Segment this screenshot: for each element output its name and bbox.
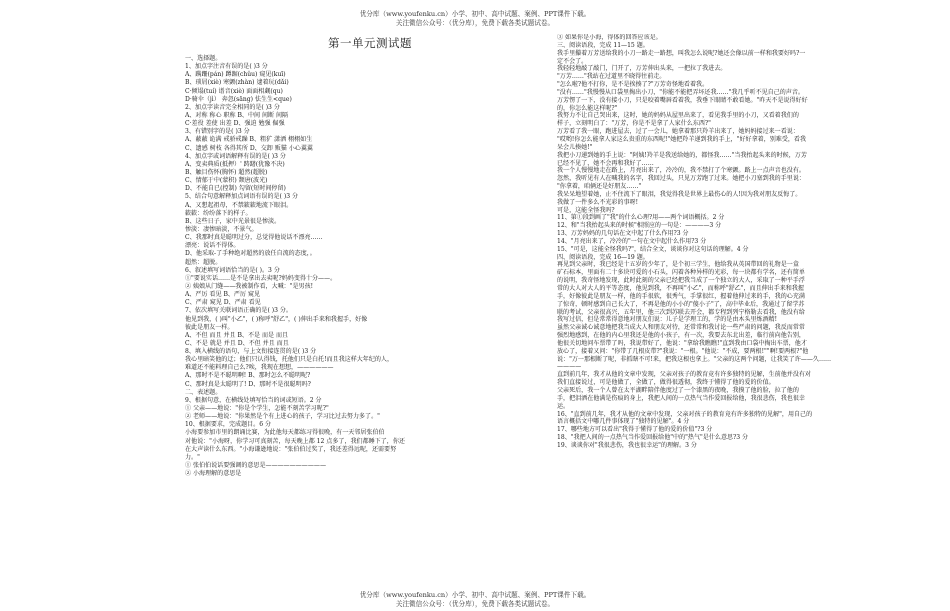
text-line: 惨淡：凄惨暗淡，不景气。 [185, 225, 258, 233]
text-line: 可是，这能全怪我吗? [557, 206, 615, 214]
text-line: "万芳……"我站在过道里不晓得往前走。 [557, 73, 666, 81]
text-line: 彼此是朋友一样。 [185, 323, 234, 331]
text-line: 我一个人慢慢地走在路上，月亮出来了，冷冷的，我不禁打了个寒颤。路上一点声音也没有。 [557, 167, 805, 175]
text-line: 我轻轻地敲了敲门，门开了，万芳伸出头来，一把拉了我进去。 [557, 65, 727, 73]
text-line: D、他采取-了手种绝对超然的放任自流的态度，。 [185, 250, 316, 258]
text-line: 强烈地感到，在他的内心里我还是他的小孩子，有一次，我要去东北出差，临行前向他告别， [557, 332, 805, 340]
text-line: 矿石标本，里面有二十多块可爱的小石头，闪着各种异样的光彩，每一块都有学名，还有简单 [557, 269, 805, 277]
text-line: 11、第①段到画了"我"的什么心理?用——两个词语概括。2 分 [557, 214, 725, 222]
text-line: 13、万芳妈妈的几句话在文中起了什么作用?3 分 [557, 230, 689, 238]
text-line: 1、加点字注音有误的是( )3 分 [185, 63, 268, 71]
text-line: A、对称 称心 职称 B、中间 间断 间隔 [185, 111, 289, 119]
text-line: 二、表述题。 [185, 388, 222, 396]
text-line: 4、加点字或词语解释有误的是( )3 分 [185, 152, 286, 160]
text-line: ② 老师——地说："你果然是个有上进心的孩子，学习比过去努力多了。" [185, 413, 380, 421]
text-line: 6、叙述填写词语恰当的是( )。3 分 [185, 266, 280, 274]
text-line: 19、谈谈你对"我很悲伤，我也很幸运"的理解。3 分 [557, 441, 697, 449]
text-line: 说："万一那根断了呢，非抓瞎不可!来，把我这根也拿上。"父亲的这两个问题，让我笑了许——久…… [557, 355, 832, 363]
text-line: 18、"我把人间的一点热气当作爱回报给他"中的"热气"是什么意思?3 分 [557, 434, 749, 442]
text-line: 手，好像彼此是朋友一样，他的手很软，很秀气，手掌很红，握着他伸过来的手，我的心充满 [557, 292, 805, 300]
text-line: 呆会儿揍她!" [557, 143, 593, 151]
text-line: 对他说："小海呀，你学习可真刻苦，每天晚上都 12 点多了，我们都睡下了，你还 [185, 437, 405, 445]
text-line: 了惊奇，顿时感到自己长大了，不再是他的小小的"傻小子"了，高中毕业后，我通过了留学苏 [557, 300, 805, 308]
text-line: 簌簌：纷纷落下的样子。 [185, 209, 252, 217]
text-line: C、那时真是太聪明了! D、那时不是很聪明吗? [185, 380, 311, 388]
text-line: 16、"直到前几年，我才从他的文章中发现，父亲对孩子的教育竟有许多独特的见解"，用自己的 [557, 410, 813, 418]
footer-line-2: 关注微信公众号：（优分库），免费下载各类试题试卷。 [395, 599, 555, 608]
text-line: 漂亮：说话不得体。 [185, 242, 240, 250]
text-line: B、这些日子，家中光景很是惨淡。 [185, 217, 281, 225]
text-line: 语言概括文中哪几件事体现了"独特的见解"。4 分 [557, 418, 690, 426]
text-line: 手，把泪洒在他满是伤痕的身上，我把人间的一点热气当作爱回报给他，我很悲伤，我也很幸 [557, 394, 805, 402]
text-line: ③ 如果你是小海，得体的回答应该是。 [557, 34, 662, 41]
text-line: 5、结合句意解释加点词语有误的是( )3 分 [185, 193, 299, 201]
page-header [0, 10, 950, 28]
text-line: "你拿着，咱俩还是好朋友……" [557, 183, 642, 191]
text-line: D、不能自已(控制) 勾留(短时间停留) [185, 185, 286, 193]
text-line: 力。" [185, 453, 200, 461]
header-line-2: 关注微信公众号：（优分库），免费下载各类试题试卷。 [395, 18, 555, 27]
text-line: A、蹒跚(pán) 蹲踞(chǔu) 窥见(kuī) [185, 71, 286, 79]
text-line: 15、"可是，这能全怪我吗?"，结合全文，谈谈你对这句话的理解。4 分 [557, 245, 749, 253]
text-line: "怎么啦?他不打你，是不是挨揍了?"万芳奇怪地看着我。 [557, 81, 709, 89]
text-line: 我们直接说过，可是他做了，全做了，做得很透彻，我终于懂得了他的爱的价值。 [557, 379, 775, 387]
text-line: ———— [557, 363, 582, 371]
text-line: 万芳愣了一下，没有接小刀，只是咬着嘴唇看着我，我垂下眼睛不敢看她。"昨天不是说得好好 [557, 96, 808, 104]
text-line: 我努力不让自己哭出来，这时，她的妈妈从屋里出来了，看见我手里的小刀，又看着我们的 [557, 112, 799, 120]
page-title: 第一单元测试题 [328, 36, 412, 50]
text-line: C、严肃 窥见 D、严肃 看见 [185, 299, 261, 307]
text-line: C·倾塌(tuí) 谱音(xiè) 面面相觑(qu) [185, 87, 283, 95]
text-line: 联的考试，父亲很高兴，五年里，他三次到苏联去开会，都专程到列宁格勒去看我，他没有给 [557, 308, 805, 316]
text-line: 我心里暗笑他的迂；他们只认得钱，托他们只是白托!而且我这样大年纪的人， [185, 356, 394, 364]
text-line: 8、填入横线的语句，与上文衔接连贯的是( )3 分 [185, 348, 317, 356]
text-line: 在大声读什么东西。"小海谦逊地说："张伯伯过奖了，我还差得远呢，还需要努 [185, 445, 397, 453]
text-line: 万芳看了我一眼，跑进屋去，过了一会儿，她拿着那只羚羊出来了，她妈妈接过来一看说： [557, 128, 799, 136]
text-line: 定不会了。 [557, 57, 588, 65]
text-line: 父亲死后，我一个人曾在太平湖畔陪伴他度过了一个漆黑的夜晚，我摸了他的脸，拉了他的 [557, 386, 799, 394]
text-line: ② 小海理解的意思是 [185, 470, 242, 478]
text-line: 他见到我，( )叫"小乙"，( )称呼"舒乙"，( )伸出手来和我握手，好像 [185, 315, 368, 323]
text-line: 虽然父亲诚心诚意地把我当成大人和朋友对待，还常常和我讨论一些严肃的问题，我反而常常 [557, 324, 805, 332]
text-line: 2、加点字读音完全相同的是( )3 分 [185, 103, 280, 111]
text-line: B、琐屑(xiè) 寒颤(zhàn) 逮着玩(dǎi) [185, 79, 289, 87]
text-line: C、遗感 树枝 各得其所 D、交卸 贩猫 小心翼翼 [185, 144, 313, 152]
text-line: 常的大人对大人的平等态度，他见到我，不再叫"小乙"，而称呼"舒乙"，而且伸出手来和我握 [557, 285, 804, 292]
header-line-1: 优分库（www.youfenku.cn）小学、初中、高中试题、案例、PPT课件下载。 [359, 10, 591, 18]
text-line: A、蔽蔽 诡满 戒骄戒躁 B、粗犷 潇洒 栩栩如生 [185, 136, 313, 144]
text-line: B、触目伤怀(胸怀) 超然(超脱) [185, 168, 268, 176]
text-line: 9、根据句意，在横线处填写恰当的词或短语。2 分 [185, 396, 322, 404]
text-line: 3、有错别字的是( )3 分 [185, 128, 250, 136]
text-line: 10、根据要求，完成题目。6 分 [185, 421, 272, 429]
text-line: 难道还不能料理自己么?唉，我现在想想，—————— [185, 364, 334, 372]
text-line: ① 父亲——地说："你是个学生，怎能不刻苦学习呢?" [185, 405, 329, 413]
text-line: 再见到父亲时，我已经是十五岁的少年了，是个初三学生，他给我从英国带回的礼物是一盒 [557, 261, 799, 269]
page-footer [0, 591, 950, 609]
text-line: 小海要参加市里的朗诵比赛，为此他每天都练习得很晚，有一天邻居张伯伯 [185, 429, 385, 437]
text-line: ①"要说实话……是不是拿出去卖呢?妈妈变得十分——。 [185, 274, 337, 282]
text-line: 我写过信，但是常常得意地对朋友们说：儿子是学理工的，学的是由木头里炼酒精! [557, 316, 778, 324]
text-line: 的说明，我奇怪地发现，此时此刻的父亲已经把我当成了一个独立的大人，采取了一种平手浮 [557, 277, 805, 285]
text-line: 直到前几年，我才从他的文章中发现，父亲对孩子的教育竟有许多独特的见解，生前他并没有对 [557, 371, 811, 379]
text-line: 已经不见了，她不会再和我好了…… [557, 159, 654, 167]
text-line: 14、"月亮出来了，冷冷的"一句在文中起什么作用?3 分 [557, 237, 707, 245]
text-line: 三、阅读语段，完成 11—15 题。 [557, 41, 649, 49]
text-line: 四、阅读语段，完成 16—19 题。 [557, 253, 649, 261]
text-line: 12、和"当我抬起头来的时候"相照应的一句是：————3 分 [557, 222, 722, 230]
text-line: A、变卖典质(抵押）' 踌躇(犹豫不决) [185, 160, 285, 168]
text-line: 忽然，我听见有人在喊我的名字，我回过头，只见万芳跑了过来。她把小刀塞到我的手里说： [557, 175, 805, 183]
text-line: "哎哟!你怎么能拿人家这么贵重的东西呢!"她把羚羊递到我的手上，"好好拿着，别难受，看我 [557, 135, 807, 143]
text-line: A、不但 而且 并且 B、不是 而是 而且 [185, 331, 289, 339]
text-line: 超然：超脱。 [185, 258, 222, 266]
text-line: "没有……"我慢慢从口袋里掏出小刀，"你能不能把弄坏还我……"我几乎听不见自己的声音。 [557, 88, 804, 96]
footer-line-1: 优分库（www.youfenku.cn）小学、初中、高中试题、案例、PPT课件下载。 [359, 591, 591, 599]
text-line: 样子，立刻明白了："万芳，你是不是拿了人家什么东西?" [557, 120, 711, 128]
text-line: 我呆呆地望着她，止不住流下了眼泪，我觉得我是世界上最伤心的人!因为我对朋友反悔了。 [557, 190, 802, 198]
right-column [557, 34, 934, 450]
text-line: C、我那时真是聪明过分，总觉得他说话不漂亮…… [185, 234, 323, 242]
text-line: 我做了一件多么不光彩的事呀! [557, 198, 639, 206]
text-line: 运。 [557, 402, 570, 410]
text-line: 的，你怎么能这样呢?" [557, 104, 618, 112]
text-line: ② 姨娘从门缝——我被制作看，大喊："是男孩! [185, 282, 314, 290]
text-line: C·差役 差使 出差 D、强迫 勉强 倔强 [185, 120, 285, 128]
left-column [185, 36, 547, 478]
text-line: 放心了，接着又问："你带了几根皮带?"我说："一根。"他说："不成，要两根!""啊!要两根?"他 [557, 347, 809, 355]
text-line: 我把小刀递到她的手上说："阿姨!羚羊是我送给她的，都怪我……"当我抬起头来的时候，万芳 [557, 151, 807, 159]
text-line: A、那时不是不聪明啊! B、那时怎么不聪明呢? [185, 372, 311, 380]
text-line: A、严厉 看见 B、严厉 窥见 [185, 291, 261, 299]
text-line: ① 张伯伯说话要强调的意思是—————————— [185, 462, 326, 470]
text-line: 我手里攥着万芳送给我的小刀一路走一路想，叫我怎么说呢?她还会像以前一样和我要好吗?一 [557, 49, 806, 57]
text-line: D·骑伞（jì） 奔忽(sāng) 怯生生<que) [185, 95, 292, 103]
text-line: A、又想起祖母，不禁簌簌地流下眼泪。 [185, 201, 293, 209]
text-line: C、情郁于中(蒙积) 颓唐(波光) [185, 177, 268, 185]
text-line: 一、选择题。 [185, 55, 222, 62]
text-line: 17、哪些地方可以看出"我得于懂得了他的爱的价值"?3 分 [557, 426, 713, 434]
text-line: 7、依次填写关联词语正确的是( )3 分。 [185, 307, 292, 315]
text-line: 他很关切地问车票带了吗，我说带好了，他说："拿给我瞧瞧!"直到我由口袋中掏出车票，他才 [557, 339, 807, 347]
text-line: C、不是 就是 并且 D、不但 并且 而且 [185, 339, 289, 347]
